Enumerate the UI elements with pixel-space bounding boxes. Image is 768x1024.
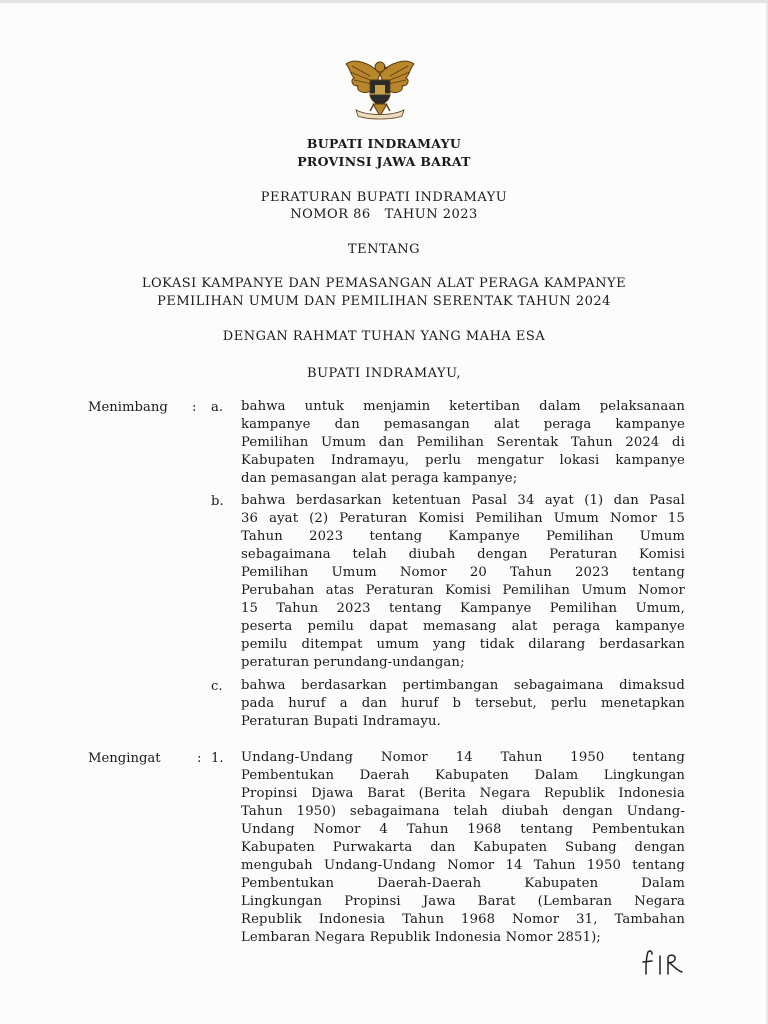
text-line: 15 Tahun 2023 tentang Kampanye Pemilihan Umum, <box>241 601 685 616</box>
text-line: sebagaimana telah diubah dengan Peraturan Komisi <box>241 547 685 562</box>
mengingat-label: Mengingat <box>88 751 161 766</box>
text-line: Pembentukan Daerah-Daerah Kabupaten Dalam <box>241 876 685 891</box>
menimbang-label: Menimbang <box>88 400 168 415</box>
text-line: Lingkungan Propinsi Jawa Barat (Lembaran Negara <box>241 894 685 909</box>
menimbang-item-a <box>241 398 685 488</box>
text-line: Undang Nomor 4 Tahun 1968 tentang Pembentukan <box>241 822 685 837</box>
header-line-2: PROVINSI JAWA BARAT <box>297 154 471 169</box>
menimbang-marker-c: c. <box>211 679 223 694</box>
text-line: Tahun 2023 tentang Kampanye Pemilihan Umum <box>241 529 685 544</box>
menimbang-item-c <box>241 677 685 731</box>
mengingat-marker-1: 1. <box>211 751 224 766</box>
menimbang-item-b <box>241 492 685 672</box>
garuda-emblem-icon <box>340 54 420 124</box>
text-line: pemilu ditempat umum yang tidak dilarang berdasarkan <box>241 637 685 652</box>
text-line: Tahun 1950) sebagaimana telah diubah dengan Undang- <box>241 804 685 819</box>
text-line: peserta pemilu dapat memasang alat peraga kampanye <box>241 619 685 634</box>
issuer-line: BUPATI INDRAMAYU, <box>307 366 461 381</box>
menimbang-marker-b: b. <box>211 494 224 509</box>
text-line: Peraturan Bupati Indramayu. <box>241 714 441 729</box>
text-line: dan pemasangan alat peraga kampanye; <box>241 471 518 486</box>
subject-line-2: PEMILIHAN UMUM DAN PEMILIHAN SERENTAK TAHUN 2024 <box>157 294 611 309</box>
text-line: Pemilihan Umum Nomor 20 Tahun 2023 tentang <box>241 565 685 580</box>
regulation-title: PERATURAN BUPATI INDRAMAYU <box>260 190 508 205</box>
text-line: Pembentukan Daerah Kabupaten Dalam Lingkungan <box>241 768 685 783</box>
text-line: Propinsi Djawa Barat (Berita Negara Republik Indonesia <box>241 786 685 801</box>
blessing-line: DENGAN RAHMAT TUHAN YANG MAHA ESA <box>222 329 546 344</box>
mengingat-colon: : <box>197 751 202 766</box>
text-line: kampanye dan pemasangan alat peraga kampanye <box>241 417 685 432</box>
mengingat-item-1 <box>241 749 685 947</box>
about-label: TENTANG <box>347 242 421 257</box>
text-line: Kabupaten Indramayu, perlu mengatur lokasi kampanye <box>241 453 685 468</box>
menimbang-marker-a: a. <box>211 400 224 415</box>
text-line: mengubah Undang-Undang Nomor 14 Tahun 1950 tentang <box>241 858 685 873</box>
text-line: pada huruf a dan huruf b tersebut, perlu menetapkan <box>241 696 685 711</box>
regulation-number: NOMOR 86 TAHUN 2023 <box>290 207 478 222</box>
header-line-1: BUPATI INDRAMAYU <box>306 136 462 151</box>
handwritten-initials <box>640 948 690 978</box>
text-line: bahwa berdasarkan pertimbangan sebagaimana dimaksud <box>241 678 685 693</box>
text-line: Kabupaten Purwakarta dan Kabupaten Subang dengan <box>241 840 685 855</box>
text-line: Pemilihan Umum dan Pemilihan Serentak Tahun 2024 di <box>241 435 685 450</box>
text-line: 36 ayat (2) Peraturan Komisi Pemilihan Umum Nomor 15 <box>241 511 685 526</box>
text-line: Lembaran Negara Republik Indonesia Nomor 2851); <box>241 930 601 945</box>
menimbang-colon: : <box>192 400 197 415</box>
text-line: Perubahan atas Peraturan Komisi Pemilihan Umum Nomor <box>241 583 685 598</box>
text-line: bahwa untuk menjamin ketertiban dalam pelaksanaan <box>241 399 685 414</box>
subject-line-1: LOKASI KAMPANYE DAN PEMASANGAN ALAT PERAGA KAMPANYE <box>141 276 627 291</box>
text-line: bahwa berdasarkan ketentuan Pasal 34 ayat (1) dan Pasal <box>241 493 685 508</box>
text-line: peraturan perundang-undangan; <box>241 655 465 670</box>
text-line: Undang-Undang Nomor 14 Tahun 1950 tentang <box>241 750 685 765</box>
text-line: Republik Indonesia Tahun 1968 Nomor 31, Tambahan <box>241 912 685 927</box>
